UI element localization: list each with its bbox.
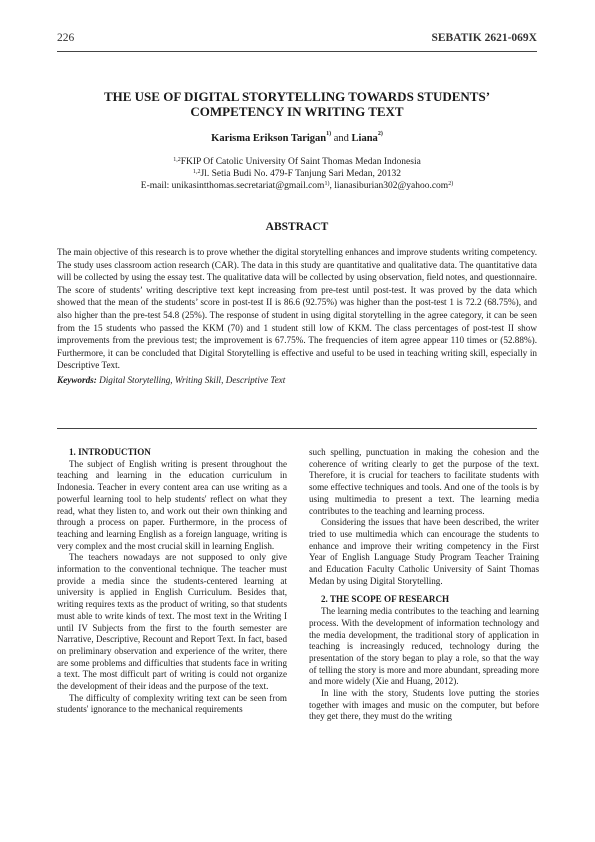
affiliation-2-text: Jl. Setia Budi No. 479-F Tanjung Sari Medan, 20132 <box>200 169 401 179</box>
author-conjunction: and <box>333 133 349 144</box>
paragraph-6: The learning media contributes to the teaching and learning process. With the development of information technology and the media development, the traditional story of application in teaching is increasingly reduced, technology during the presentation of the story began to play a role, so that the way of telling the story is more and more abundant, spreading more and more widely (Xie and Huang, 2012). <box>309 606 539 687</box>
journal-id: SEBATIK 2621-069X <box>431 32 537 44</box>
left-column <box>57 447 287 716</box>
paragraph-7: In line with the story, Students love putting the stories together with images and music on the computer, but before they get there, they must do the writing <box>309 688 539 722</box>
affiliation-1 <box>57 156 537 168</box>
keywords-label: Keywords: <box>57 375 97 385</box>
affiliation-2-sup: 1,2 <box>193 169 201 175</box>
author-1-sup: 1) <box>326 131 332 137</box>
email-2-sup: 2) <box>448 181 454 187</box>
email-2: , lianasiburian302@yahoo.com <box>329 181 449 191</box>
abstract-heading: ABSTRACT <box>265 221 329 233</box>
author-2-sup: 2) <box>377 131 383 137</box>
email-1-sup: 1) <box>324 181 330 187</box>
paper-title <box>57 89 537 119</box>
running-header <box>57 32 537 48</box>
author-2: Liana <box>351 133 378 144</box>
title-line-2: COMPETENCY IN WRITING TEXT <box>190 104 404 119</box>
author-1: Karisma Erikson Tarigan <box>211 133 327 144</box>
keywords-text: Digital Storytelling, Writing Skill, Descriptive Text <box>96 375 286 385</box>
page-number: 226 <box>57 32 75 44</box>
section-1-heading: 1. INTRODUCTION <box>69 447 151 457</box>
header-rule <box>57 51 537 52</box>
affiliation-1-text: FKIP Of Catolic University Of Saint Thomas Medan Indonesia <box>180 157 421 167</box>
paragraph-2: The teachers nowadays are not supposed to only give information to the conventional technique. The teacher must provide a media since the students-centered learning at university is applied in English Curriculum. Besides that, writing requires texts as the product of writing, so that students must able to write kinds of text. The most text in the Writing I until IV Subjects from the first to the fourth semester are Narrative, Descriptive, Recount and Report Text. In fact, based on preliminary observation and experience of the writer, there are some problems and difficulties that students face in writing a text. The most difficult part of writing is could not organize the development of their ideas and the purpose of the text. <box>57 552 287 692</box>
paragraph-3: The difficulty of complexity writing text can be seen from students' ignorance to the mechanical requirements <box>57 692 287 715</box>
paragraph-5: Considering the issues that have been described, the writer tried to use multimedia which can encourage the students to enhance and improve their writing competency in the First Year of English Language Study Program Teacher Training and Education Faculty Catholic University of Saint Thomas Medan by using Digital Storytelling. <box>309 517 539 586</box>
abstract-text: The main objective of this research is to prove whether the digital storytelling enhances and improve students writing competency. The study uses classroom action research (CAR). The data in this study are quantitative and qualitative data. The quantitative data will be collected by using the essay test. The qualitative data will be collected by using observation, field notes, and questionnaire. The score of students’ writing descriptive text kept increasing from pre-test until post-test. It was proved by the data which showed that the mean of the students’ score in post-test II is 86.6 (92.75%) was higher than the post-test 1 is 72.2 (68.75%), and also higher than the pre-test 54.8 (25%). The response of student in using digital storytelling in the agree category, it can be seen from the 15 students who passed the KKM (70) and 1 student still low of KKM. The class percentages of post-test II show improvements from the previous test; the improvement is 67.75%. The frequencies of item agree appear 110 times or (52.88%). Furthermore, it can be concluded that Digital Storytelling is effective and useful to be used in teaching writing skill, especially in Descriptive Text. <box>57 247 537 371</box>
author-line <box>57 133 537 144</box>
right-column <box>309 447 539 723</box>
affiliation-1-sup: 1,2 <box>173 157 181 163</box>
email-line <box>57 180 537 192</box>
section-rule <box>57 428 537 429</box>
paragraph-4: such spelling, punctuation in making the cohesion and the coherence of writing clearly to get the purpose of the text. Therefore, it is crucial for teachers to facilitate students with some effective techniques and tools. And one of the tools is by using multimedia to present a text. The learning media contributes to the teaching and learning process. <box>309 447 539 516</box>
paragraph-1: The subject of English writing is present throughout the teaching and learning in the education curriculum in Indonesia. Teacher in every content area can use writing as a powerful learning tool to help students' reflect on what they read, what they listen to, and work out their own thinking and through a process on paper. Furthermore, in the process of teaching and learning English as a foreign language, writing is very complex and the most crucial skill in learning English. <box>57 458 287 551</box>
affiliation-2 <box>57 168 537 180</box>
keywords <box>57 375 537 385</box>
email-1: E-mail: unikasintthomas.secretariat@gmail.com <box>140 181 325 191</box>
section-2-heading: 2. THE SCOPE OF RESEARCH <box>321 594 450 605</box>
title-line-1: THE USE OF DIGITAL STORYTELLING TOWARDS STUDENTS’ <box>103 89 491 104</box>
